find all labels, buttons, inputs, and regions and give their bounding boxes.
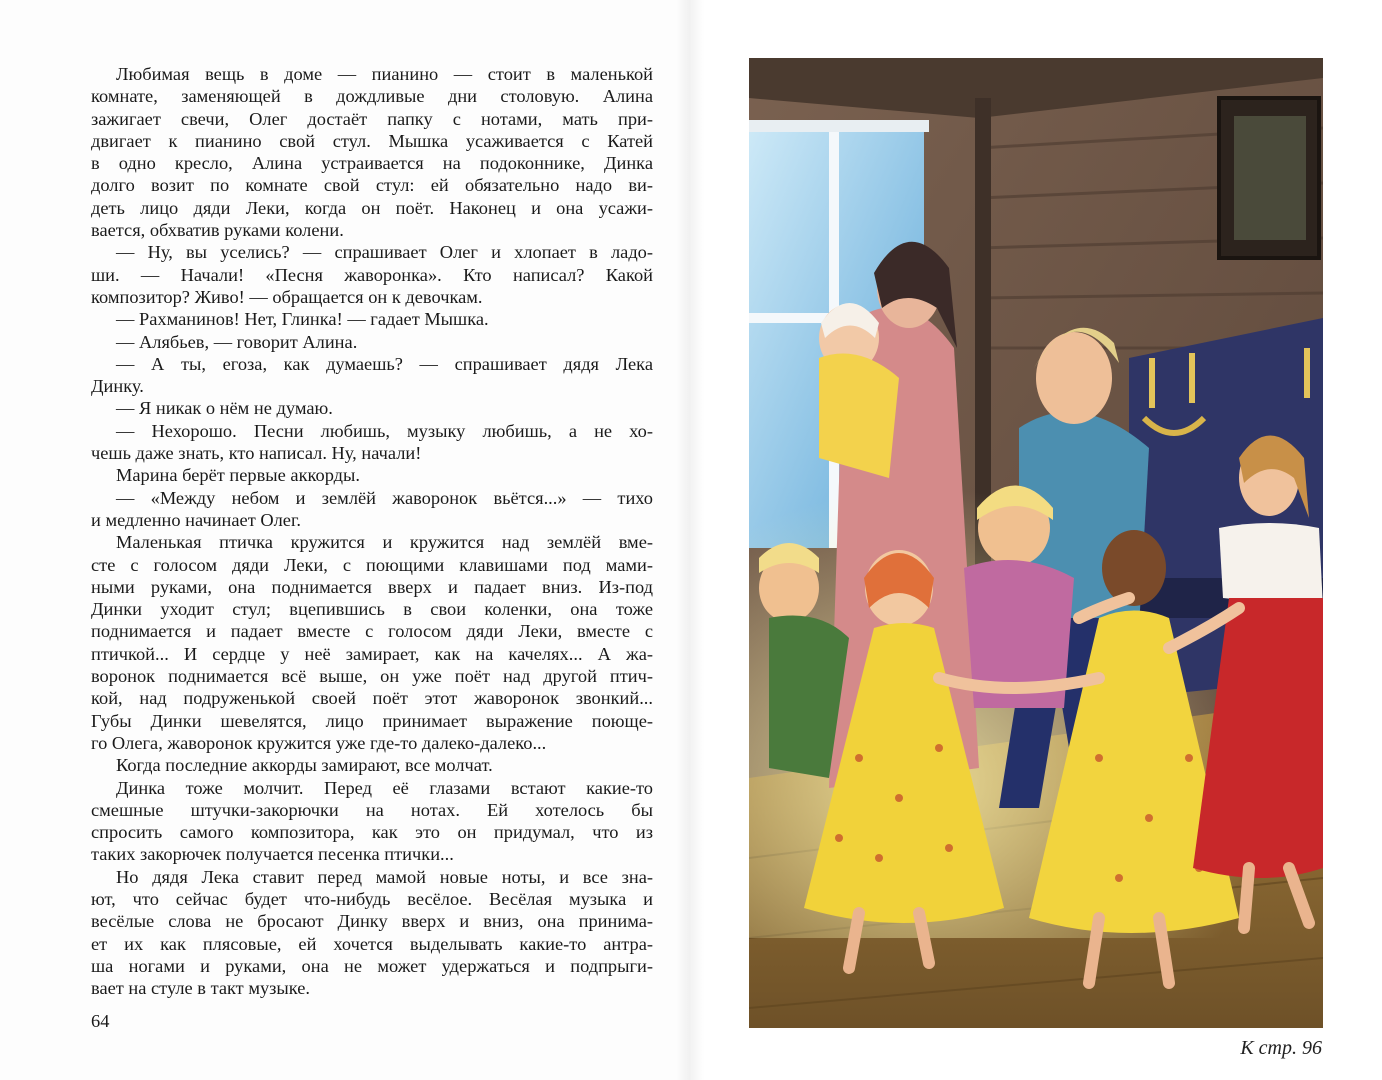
text-line: — Ну, вы уселись? — спрашивает Олег и хлопает в ладо- — [116, 242, 653, 263]
text-line: весёлые слова не бросают Динку вверх и вниз, она принима- — [91, 911, 653, 932]
text-line: в одно кресло, Алина устраивается на подоконнике, Динка — [91, 153, 653, 174]
body-text — [91, 63, 653, 999]
text-line: ша ногами и руками, она не может удержаться и подпрыги- — [91, 955, 653, 976]
text-line: чешь даже знать, кто написал. Ну, начали! — [91, 443, 422, 464]
book-gutter — [676, 0, 704, 1080]
text-line: зажигает свечи, Олег достаёт папку с нотами, мать при- — [91, 108, 653, 129]
text-line: двигает к пианино свой стул. Мышка усаживается с Катей — [91, 130, 653, 151]
text-line: вает на стуле в такт музыке. — [91, 978, 311, 999]
text-line: поднимается и падает вместе с голосом дяди Леки, вместе с — [91, 621, 653, 642]
text-line: композитор? Живо! — обращается он к девочкам. — [91, 286, 483, 307]
text-line: сте с голосом дяди Леки, с поющими клавишами под мами- — [91, 554, 653, 575]
text-line: и медленно начинает Олег. — [91, 509, 302, 530]
text-line: ют, что сейчас будет что-нибудь весёлое. Весёлая музыка и — [91, 888, 653, 909]
text-line: — А ты, егоза, как думаешь? — спрашивает дядя Лека — [116, 353, 653, 374]
text-line: го Олега, жаворонок кружится уже где-то далеко-далеко... — [91, 732, 547, 753]
text-line: комнате, заменяющей в дождливые дни столовую. Алина — [91, 86, 653, 107]
text-line: ши. — Начали! «Песня жаворонка». Кто написал? Какой — [91, 264, 653, 285]
painting-icon — [749, 58, 1323, 1028]
text-line: — Алябьев, — говорит Алина. — [116, 331, 358, 352]
left-page — [0, 0, 690, 1080]
text-line: — Рахманинов! Нет, Глинка! — гадает Мышка. — [116, 309, 489, 330]
text-line: долго возит по комнате свой стул: ей обязательно надо ви- — [91, 175, 653, 196]
text-line: деть лицо дяди Леки, когда он поёт. Наконец и она усажи- — [91, 197, 653, 218]
text-line: Маленькая птичка кружится и кружится над землёй вме- — [116, 532, 653, 553]
text-line: Динка тоже молчит. Перед её глазами встают какие-то — [116, 777, 653, 798]
illustration — [749, 58, 1323, 1028]
text-line: Динки уходит стул; вцепившись в свои коленки, она тоже — [91, 599, 653, 620]
text-line: вается, обхватив руками колени. — [91, 220, 344, 241]
text-line: Динку. — [91, 376, 144, 397]
text-line: — «Между небом и землёй жаворонок вьётся...» — тихо — [116, 487, 653, 508]
text-line: кой, над подруженькой своей поёт этот жаворонок звонкий... — [91, 688, 653, 709]
illustration-caption: К стр. 96 — [1240, 1037, 1322, 1059]
text-line: смешные штучки-закорючки на нотах. Ей хотелось бы — [91, 799, 653, 820]
text-line: спросить самого композитора, как это он придумал, что из — [91, 822, 653, 843]
text-line: Марина берёт первые аккорды. — [116, 465, 360, 486]
page-number: 64 — [91, 1011, 110, 1031]
text-line: Губы Динки шевелятся, лицо принимает выражение поюще- — [91, 710, 653, 731]
text-line: Но дядя Лека ставит перед мамой новые ноты, и все зна- — [116, 866, 653, 887]
text-line: — Я никак о нём не думаю. — [116, 398, 333, 419]
text-line: ными руками, она поднимается вверх и падает вниз. Из-под — [91, 576, 653, 597]
text-line: Когда последние аккорды замирают, все молчат. — [116, 755, 493, 776]
text-line: воронок поднимается всё выше, он уже поёт над другой птич- — [91, 666, 653, 687]
text-line: Любимая вещь в доме — пианино — стоит в маленькой — [116, 64, 653, 84]
text-line: таких закорючек получается песенка птички... — [91, 844, 454, 865]
text-line: ет их как плясовые, ей хочется выделывать какие-то антра- — [91, 933, 653, 954]
text-line: — Нехорошо. Песни любишь, музыку любишь, а не хо- — [116, 420, 653, 441]
text-line: птичкой... И сердце у неё замирает, как на качелях... А жа- — [91, 643, 653, 664]
